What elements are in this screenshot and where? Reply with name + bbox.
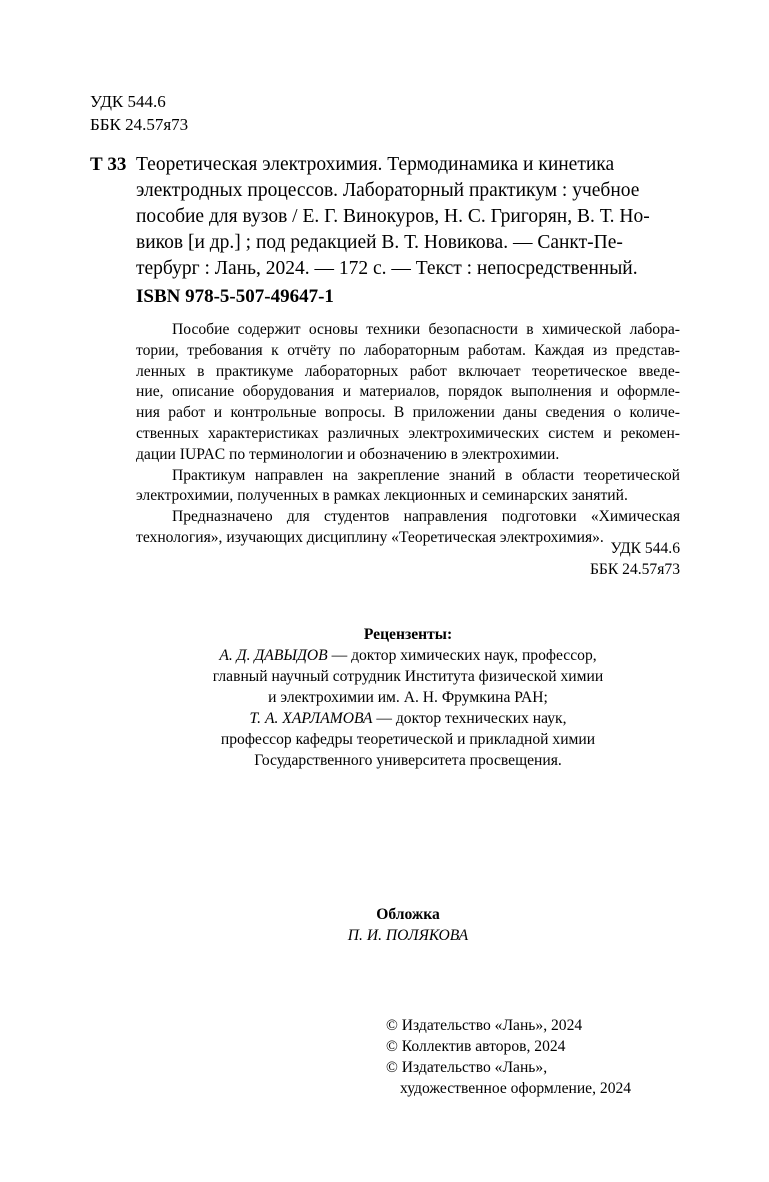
annotation-line: ленных в практикуме лабораторных работ включает теоретическое введе- (136, 362, 680, 380)
biblio-line: Теоретическая электрохимия. Термодинамика и кинетика (136, 154, 615, 175)
annotation-line: ния работ и контрольные вопросы. В приложении даны сведения о количе- (136, 404, 680, 422)
classification-bottom (590, 538, 680, 580)
reviewer-line (136, 645, 680, 666)
reviewer-line: и электрохимии им. А. Н. Фрумкина РАН; (268, 689, 548, 706)
copyright-block (386, 1015, 631, 1099)
reviewer-name: А. Д. ДАВЫДОВ (219, 647, 328, 664)
reviewer-line: Государственного университета просвещения. (254, 752, 562, 769)
reviewer-line: главный научный сотрудник Института физической химии (212, 668, 604, 685)
reviewer-credentials: — доктор технических наук, (372, 710, 567, 727)
annotation-line: ние, описание оборудования и материалов, порядок выполнения и оформле- (136, 383, 680, 401)
copyright-line: © Коллектив авторов, 2024 (386, 1038, 566, 1055)
reviewer-credentials: — доктор химических наук, профессор, (327, 647, 597, 664)
copyright-line: художественное оформление, 2024 (400, 1080, 632, 1097)
copyright-line: © Издательство «Лань», (386, 1059, 548, 1076)
isbn: ISBN 978-5-507-49647-1 (136, 286, 334, 307)
biblio-line: тербург : Лань, 2024. — 172 с. — Текст : непосредственный. (136, 258, 638, 279)
annotation-line: ственных характеристиках различных электрохимических систем и рекомен- (136, 424, 680, 442)
annotation-line: технология», изучающих дисциплину «Теоретическая электрохимия». (136, 528, 604, 546)
annotation (136, 320, 680, 549)
biblio-line: пособие для вузов / Е. Г. Винокуров, Н. С. Григорян, В. Т. Но- (136, 206, 650, 227)
classification-top (90, 90, 188, 136)
biblio-line: электродных процессов. Лабораторный практикум : учебное (136, 180, 640, 201)
reviewers-block (136, 624, 680, 771)
bbk-code: ББК 24.57я73 (589, 561, 680, 578)
annotation-line: Пособие содержит основы техники безопасности в химической лабора- (172, 321, 680, 338)
reviewers-heading: Рецензенты: (363, 626, 453, 643)
copyright-line: © Издательство «Лань», 2024 (386, 1017, 583, 1034)
cover-designer: П. И. ПОЛЯКОВА (347, 927, 469, 944)
biblio-line: виков [и др.] ; под редакцией В. Т. Новикова. — Санкт-Пе- (136, 232, 623, 253)
reviewer-line (136, 708, 680, 729)
author-mark: Т 33 (90, 154, 127, 175)
reviewer-name: Т. А. ХАРЛАМОВА (249, 710, 373, 727)
udk-code: УДК 544.6 (90, 92, 166, 111)
bbk-code: ББК 24.57я73 (90, 115, 189, 134)
annotation-line: дации IUPAC по терминологии и обозначению в электрохимии. (136, 445, 560, 463)
annotation-line: Предназначено для студентов направления подготовки «Химическая (172, 508, 680, 526)
cover-credit (136, 904, 680, 946)
annotation-line: Практикум направлен на закрепление знаний в области теоретической (172, 466, 680, 484)
cover-heading: Обложка (376, 906, 440, 923)
annotation-line: электрохимии, полученных в рамках лекционных и семинарских занятий. (136, 487, 628, 505)
bibliographic-description (136, 152, 696, 282)
annotation-line: тории, требования к отчёту по лабораторным работам. Каждая из представ- (136, 341, 680, 359)
udk-code: УДК 544.6 (610, 540, 680, 557)
reviewer-line: профессор кафедры теоретической и прикладной химии (220, 731, 596, 748)
